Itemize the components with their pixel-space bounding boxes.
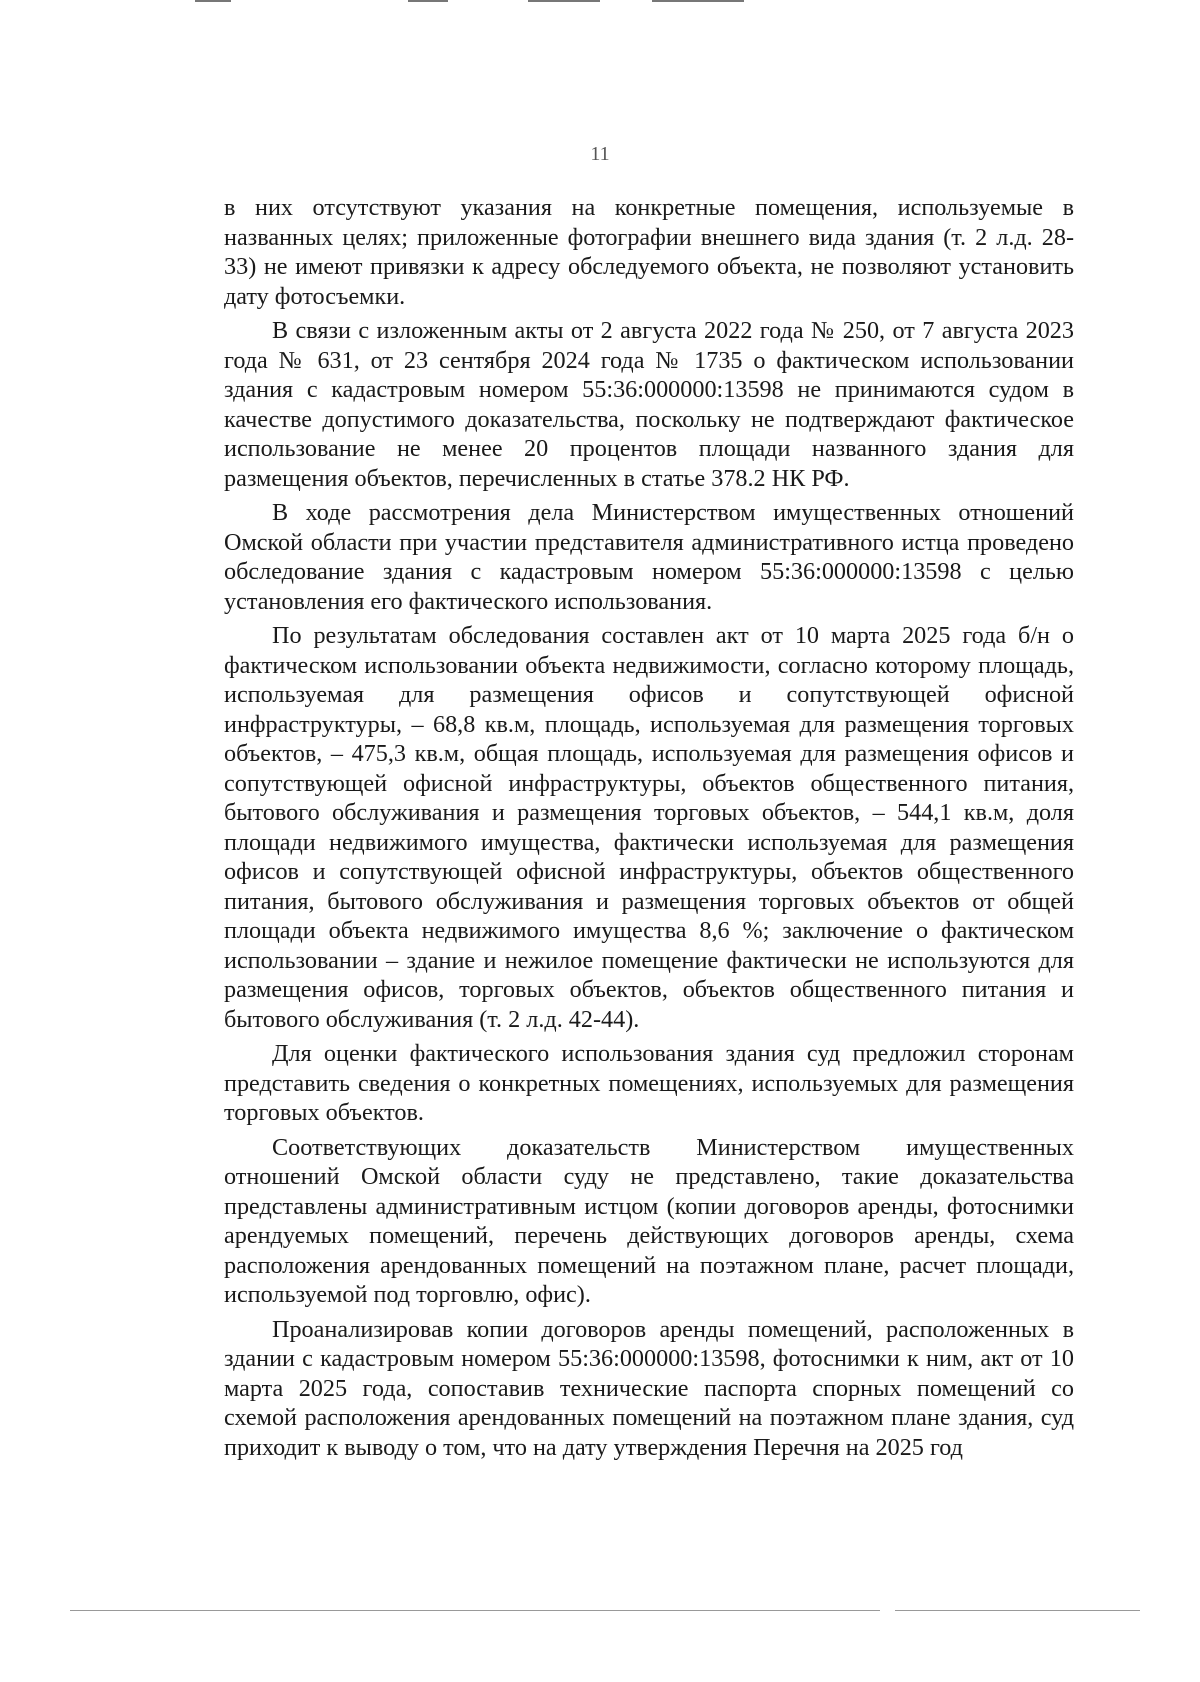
scan-artifact-top-4 <box>652 0 744 2</box>
paragraph-7: Проанализировав копии договоров аренды помещений, расположенных в здании с кадастровым номером 55:36:000000:13598, фотоснимки к ним, акт от 10 марта 2025 года, сопоставив технические паспорта спорных помещений со схемой расположения арендованных помещений на поэтажном плане здания, суд приходит к выводу о том, что на дату утверждения Перечня на 2025 год <box>224 1315 1074 1461</box>
scan-artifact-bottom-1 <box>70 1610 880 1611</box>
page-number: 11 <box>590 143 610 165</box>
paragraph-5: Для оценки фактического использования здания суд предложил сторонам представить сведения о конкретных помещениях, используемых для размещения торговых объектов. <box>224 1040 1074 1126</box>
paragraph-1: в них отсутствуют указания на конкретные помещения, используемые в названных целях; приложенные фотографии внешнего вида здания (т. 2 л.д. 28-33) не имеют привязки к адресу обследуемого объекта, не позволяют установить дату фотосъемки. <box>224 194 1074 310</box>
paragraph-3: В ходе рассмотрения дела Министерством имущественных отношений Омской области при участии представителя административного истца проведено обследование здания с кадастровым номером 55:36:000000:13598 с целью установления его фактического использования. <box>224 499 1074 615</box>
scan-artifact-top-3 <box>528 0 600 2</box>
paragraph-6: Соответствующих доказательств Министерством имущественных отношений Омской области суду не представлено, такие доказательства представлены административным истцом (копии договоров аренды, фотоснимки арендуемых помещений, перечень действующих договоров аренды, схема расположения арендованных помещений на поэтажном плане, расчет площади, используемой под торговлю, офис). <box>224 1133 1074 1308</box>
paragraph-4: По результатам обследования составлен акт от 10 марта 2025 года б/н о фактическом использовании объекта недвижимости, согласно которому площадь, используемая для размещения офисов и сопутствующей офисной инфраструктуры, – 68,8 кв.м, площадь, используемая для размещения торговых объектов, – 475,3 кв.м, общая площадь, используемая для размещения офисов и сопутствующей офисной инфраструктуры, объектов общественного питания, бытового обслуживания и размещения торговых объектов, – 544,1 кв.м, доля площади недвижимого имущества, фактически используемая для размещения офисов и сопутствующей офисной инфраструктуры, объектов общественного питания, бытового обслуживания и размещения торговых объектов от общей площади объекта недвижимого имущества 8,6 %; заключение о фактическом использовании – здание и нежилое помещение фактически не используются для размещения офисов, торговых объектов, объектов общественного питания и бытового обслуживания (т. 2 л.д. 42-44). <box>224 622 1074 1033</box>
paragraph-2: В связи с изложенным акты от 2 августа 2022 года № 250, от 7 августа 2023 года № 631, от 23 сентября 2024 года № 1735 о фактическом использовании здания с кадастровым номером 55:36:000000:13598 не принимаются судом в качестве допустимого доказательства, поскольку не подтверждают фактическое использование не менее 20 процентов площади названного здания для размещения объектов, перечисленных в статье 378.2 НК РФ. <box>224 317 1074 492</box>
scan-artifact-top-1 <box>195 0 231 2</box>
scan-artifact-bottom-2 <box>895 1610 1140 1611</box>
scan-artifact-top-2 <box>408 0 448 2</box>
document-body <box>224 193 1074 1467</box>
